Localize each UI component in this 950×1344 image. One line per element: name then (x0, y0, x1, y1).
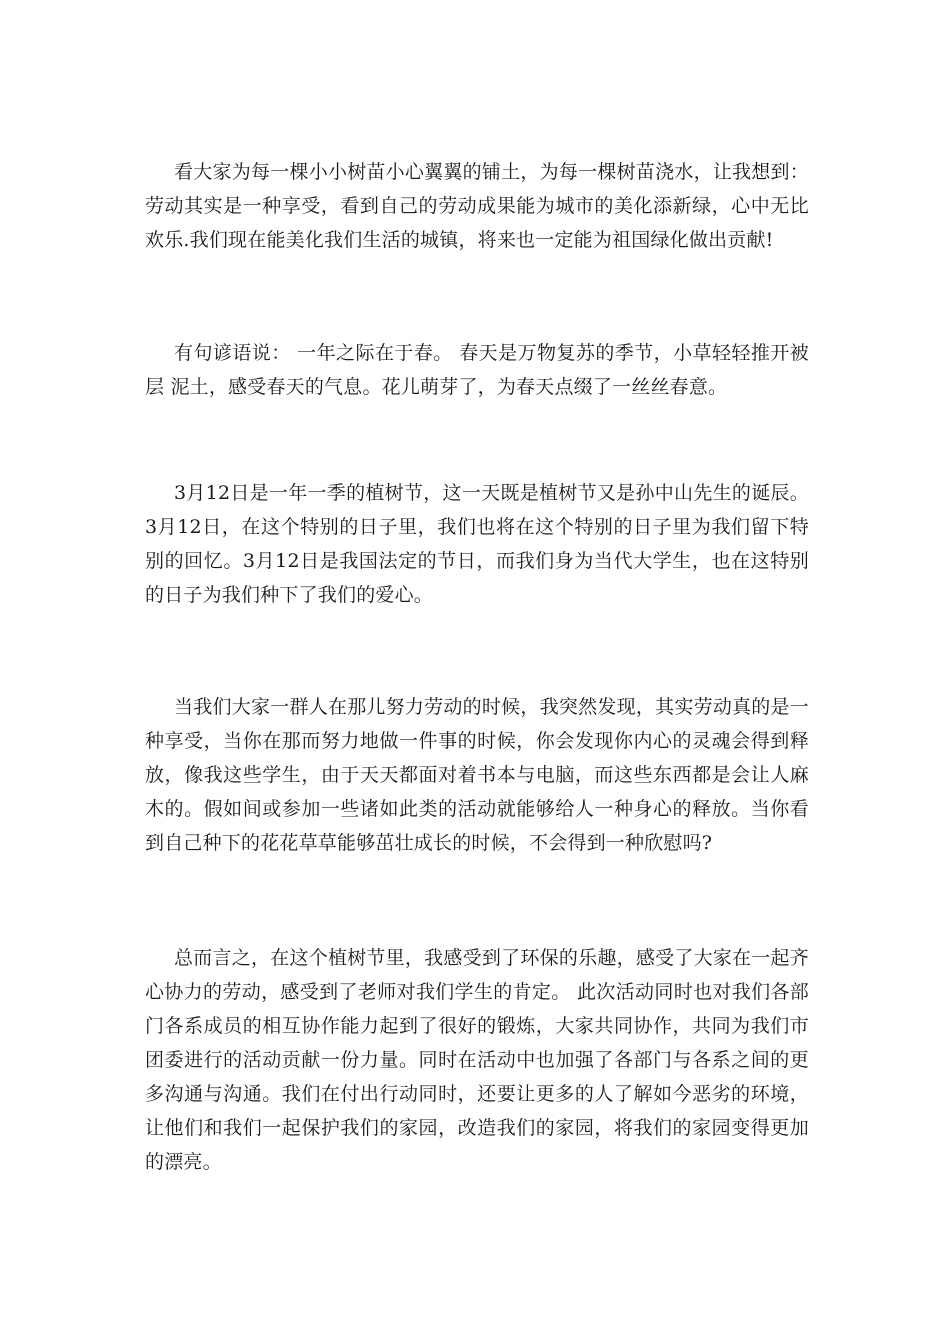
paragraph-arbor-day: 3月12日是一年一季的植树节，这一天既是植树节又是孙中山先生的诞辰。3月12日，在这个特别的日子里，我们也将在这个特别的日子里为我们留下特别的回忆。3月12日是我国法定的节日，而我们身为当代大学生，也在这特别的日子为我们种下了我们的爱心。 (145, 482, 809, 606)
paragraph-conclusion: 总而言之，在这个植树节里，我感受到了环保的乐趣，感受了大家在一起齐心协力的劳动，感受到了老师对我们学生的肯定。 此次活动同时也对我们各部门各系成员的相互协作能力起到了很好的锻炼，大家共同协作，共同为我们市团委进行的活动贡献一份力量。同时在活动中也加强了各部门与各系之间的更多沟通与沟通。我们在付出行动同时，还要让更多的人了解如今恶劣的环境，让他们和我们一起保护我们的家园，改造我们的家园，将我们的家园变得更加的漂亮。 (145, 947, 809, 1173)
paragraph-spring-proverb: 有句谚语说： 一年之际在于春。 春天是万物复苏的季节，小草轻轻推开被层 泥土，感受春天的气息。花儿萌芽了，为春天点缀了一丝丝春意。 (145, 342, 809, 398)
paragraph-labor-reflection: 当我们大家一群人在那儿努力劳动的时候，我突然发现，其实劳动真的是一种享受，当你在那而努力地做一件事的时候，你会发现你内心的灵魂会得到释放，像我这些学生，由于天天都面对着书本与电脑，而这些东西都是会让人麻木的。假如间或参加一些诸如此类的活动就能够给人一种身心的释放。当你看到自己种下的花花草草能够茁壮成长的时候，不会得到一种欣慰吗? (145, 696, 809, 854)
paragraph-tree-planting-joy: 看大家为每一棵小小树苗小心翼翼的铺土，为每一棵树苗浇水，让我想到：劳动其实是一种享受，看到自己的劳动成果能为城市的美化添新绿，心中无比欢乐.我们现在能美化我们生活的城镇，将来也一定能为祖国绿化做出贡献! (145, 161, 809, 251)
